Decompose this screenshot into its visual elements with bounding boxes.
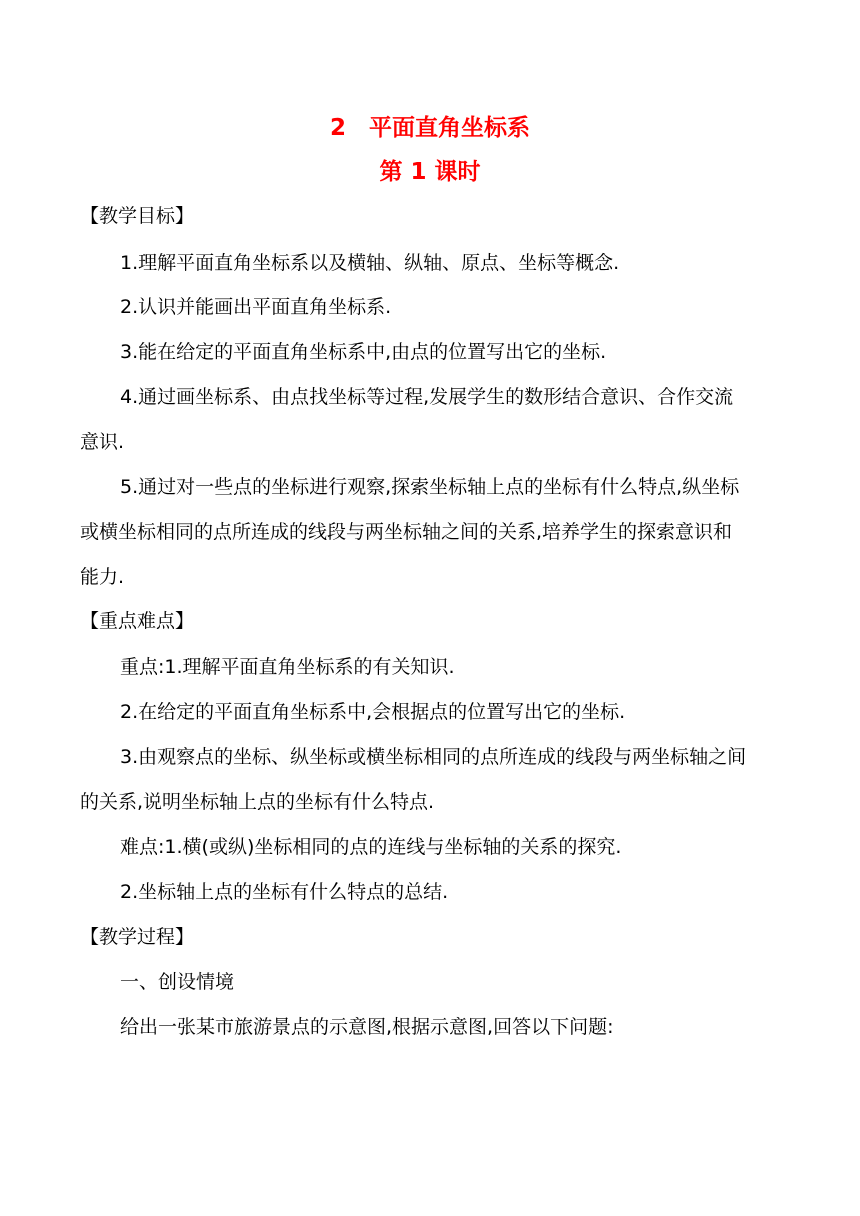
section-heading-objectives: 【教学目标】 <box>80 205 195 227</box>
difficulty-item-1: 难点:1.横(或纵)坐标相同的点的连线与坐标轴的关系的探究. <box>120 836 622 858</box>
key-point-item-3: 3.由观察点的坐标、纵坐标或横坐标相同的点所连成的线段与两坐标轴之间 <box>120 746 747 768</box>
key-point-item-2: 2.在给定的平面直角坐标系中,会根据点的位置写出它的坐标. <box>120 701 626 723</box>
objective-item-5: 5.通过对一些点的坐标进行观察,探索坐标轴上点的坐标有什么特点,纵坐标 <box>120 476 740 498</box>
objective-item-5-cont-2: 能力. <box>80 566 125 588</box>
objective-item-4: 4.通过画坐标系、由点找坐标等过程,发展学生的数形结合意识、合作交流 <box>120 386 734 408</box>
objective-item-2: 2.认识并能画出平面直角坐标系. <box>120 296 392 318</box>
key-point-item-3-cont: 的关系,说明坐标轴上点的坐标有什么特点. <box>80 791 435 813</box>
section-heading-key-points: 【重点难点】 <box>80 610 195 632</box>
process-step-1: 一、创设情境 <box>120 971 235 993</box>
objective-item-4-cont: 意识. <box>80 431 125 453</box>
lesson-title: 2 平面直角坐标系 <box>329 115 530 141</box>
difficulty-item-2: 2.坐标轴上点的坐标有什么特点的总结. <box>120 881 449 903</box>
process-step-1-text: 给出一张某市旅游景点的示意图,根据示意图,回答以下问题: <box>120 1016 614 1038</box>
objective-item-5-cont-1: 或横坐标相同的点所连成的线段与两坐标轴之间的关系,培养学生的探索意识和 <box>80 521 733 543</box>
key-point-item-1: 重点:1.理解平面直角坐标系的有关知识. <box>120 656 455 678</box>
objective-item-3: 3.能在给定的平面直角坐标系中,由点的位置写出它的坐标. <box>120 341 607 363</box>
lesson-subtitle: 第 1 课时 <box>379 159 481 185</box>
section-heading-process: 【教学过程】 <box>80 926 195 948</box>
objective-item-1: 1.理解平面直角坐标系以及横轴、纵轴、原点、坐标等概念. <box>120 252 620 274</box>
